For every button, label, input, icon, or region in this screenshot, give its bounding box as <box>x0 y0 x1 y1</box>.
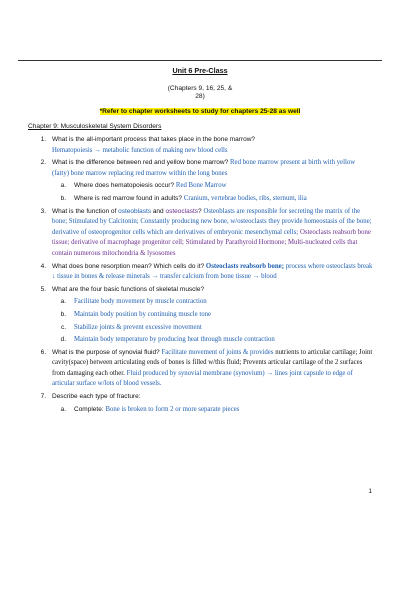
question-text-pre: What is the function of <box>52 207 119 215</box>
question-item <box>28 135 373 156</box>
sub-question-text: Complete: <box>74 405 104 413</box>
sub-answer <box>52 323 373 334</box>
sub-letter: d. <box>60 336 66 344</box>
question-number: 6. <box>40 348 46 356</box>
answer-text: process where osteoclasts break ↓ tissue in bones & release minerals → transfer calcium from bone tissue → blood <box>52 262 373 281</box>
sub-answer <box>52 310 373 321</box>
question-item <box>28 285 373 296</box>
sub-answer-text: Cranium, vertebrae bodies, ribs, sternum, ilia <box>183 194 307 202</box>
question-item <box>28 392 373 403</box>
sub-question <box>52 405 373 416</box>
sub-answer-text: Stabilize joints & prevent excessive movement <box>74 323 202 331</box>
sub-answer-text: Maintain body position by continuing muscle tone <box>74 310 212 318</box>
question-item <box>28 158 373 179</box>
page-number: 1 <box>368 488 372 495</box>
question-number: 3. <box>40 207 46 215</box>
term-osteoblasts: osteoblasts <box>118 207 152 215</box>
sub-question-text: Where does hematopoiesis occur? <box>74 182 175 190</box>
answer-text: Red bone marrow present at birth with yellow (fatty) bone marrow replacing red marrow within the long bones <box>52 159 356 177</box>
question-text: What is the all-important process that takes place in the bone marrow? <box>52 136 256 143</box>
chapter-heading: Chapter 9: Musculoskeletal System Disorders <box>28 123 162 130</box>
question-item <box>28 262 373 283</box>
sub-answer-text: Maintain body temperature by producing heat through muscle contraction <box>74 336 275 344</box>
sub-question <box>52 181 373 192</box>
sub-answer <box>52 335 373 346</box>
question-number: 7. <box>40 393 46 401</box>
question-number: 1. <box>40 136 46 143</box>
sub-answer-text: Facilitate body movement by muscle contraction <box>74 298 207 306</box>
question-text-post: ? <box>198 207 202 215</box>
sub-question <box>52 194 373 205</box>
chapters-line-2: 28) <box>195 93 205 100</box>
sub-answer <box>52 297 373 308</box>
sub-letter: c. <box>60 323 66 331</box>
answer-text: Hematopoiesis → metabolic function of making new blood cells <box>52 146 228 154</box>
term-osteoclasts: osteoclasts <box>165 207 199 215</box>
header-rule <box>18 60 382 61</box>
question-item <box>28 207 373 260</box>
question-text: What are the four basic functions of skeletal muscle? <box>52 285 205 293</box>
question-number: 4. <box>40 262 46 270</box>
question-number: 5. <box>40 285 46 293</box>
sub-letter: b. <box>60 310 66 318</box>
answer-text-blue-2: Fluid produced by synovial membrane (synovium) → lines joint capsule to edge of articular surface w/lots of blood vessels. <box>52 369 353 388</box>
answer-text-black: nutrients to articular cartilage; Joint cavity(space) between articulating ends of bones is filled w/this fluid; Prevents articular cartilage of the 2 surfaces from damaging each other. <box>52 348 373 377</box>
question-number: 2. <box>40 159 46 167</box>
question-text: What does bone resorption mean? Which cells do it? <box>52 262 205 270</box>
answer-osteoclasts: Osteoclasts reabsorb bone tissue; derivative of macrophage progenitor cell; Stimulated by Parathyroid Hormone; Multi-nucleated cells that contain numerous mitochondria & lysosomes <box>52 228 371 257</box>
question-text: What is the difference between red and yellow bone marrow? <box>52 159 229 167</box>
question-list <box>28 135 373 417</box>
answer-bold: Osteoclasts reabsorb bone; <box>205 262 284 270</box>
notice-text: *Refer to chapter worksheets to study for chapters 25-28 as well <box>99 108 301 115</box>
sub-answer-text: Bone is broken to form 2 or more separate pieces <box>105 405 240 413</box>
question-text: Describe each type of fracture: <box>52 393 141 401</box>
question-item <box>28 348 373 390</box>
question-text-mid: and <box>151 207 166 215</box>
sub-letter: a. <box>60 298 66 306</box>
answer-text-blue: Facilitate movement of joints & provides <box>161 348 274 356</box>
chapters-note <box>0 85 400 101</box>
sub-answer-text: Red Bone Marrow <box>175 182 227 190</box>
question-text: What is the purpose of synovial fluid? <box>52 348 160 356</box>
sub-question-text: Where is red marrow found in adults? <box>74 194 183 202</box>
sub-letter: a. <box>60 182 66 190</box>
sub-letter: b. <box>60 194 66 202</box>
page-title: Unit 6 Pre-Class <box>172 66 228 75</box>
highlighted-notice <box>0 108 400 115</box>
chapters-line-1: (Chapters 9, 16, 25, & <box>167 85 233 92</box>
sub-letter: a. <box>60 405 66 413</box>
answer-osteoblasts: Osteoblasts are responsible for secreting the matrix of the bone; Stimulated by Calcitonin; Constantly producing new bone, w/osteoclasts they provide homeostasis of the bone; derivative of osteoprogenitor cells which are derivatives of embryonic mesenchymal cells; <box>52 207 372 236</box>
